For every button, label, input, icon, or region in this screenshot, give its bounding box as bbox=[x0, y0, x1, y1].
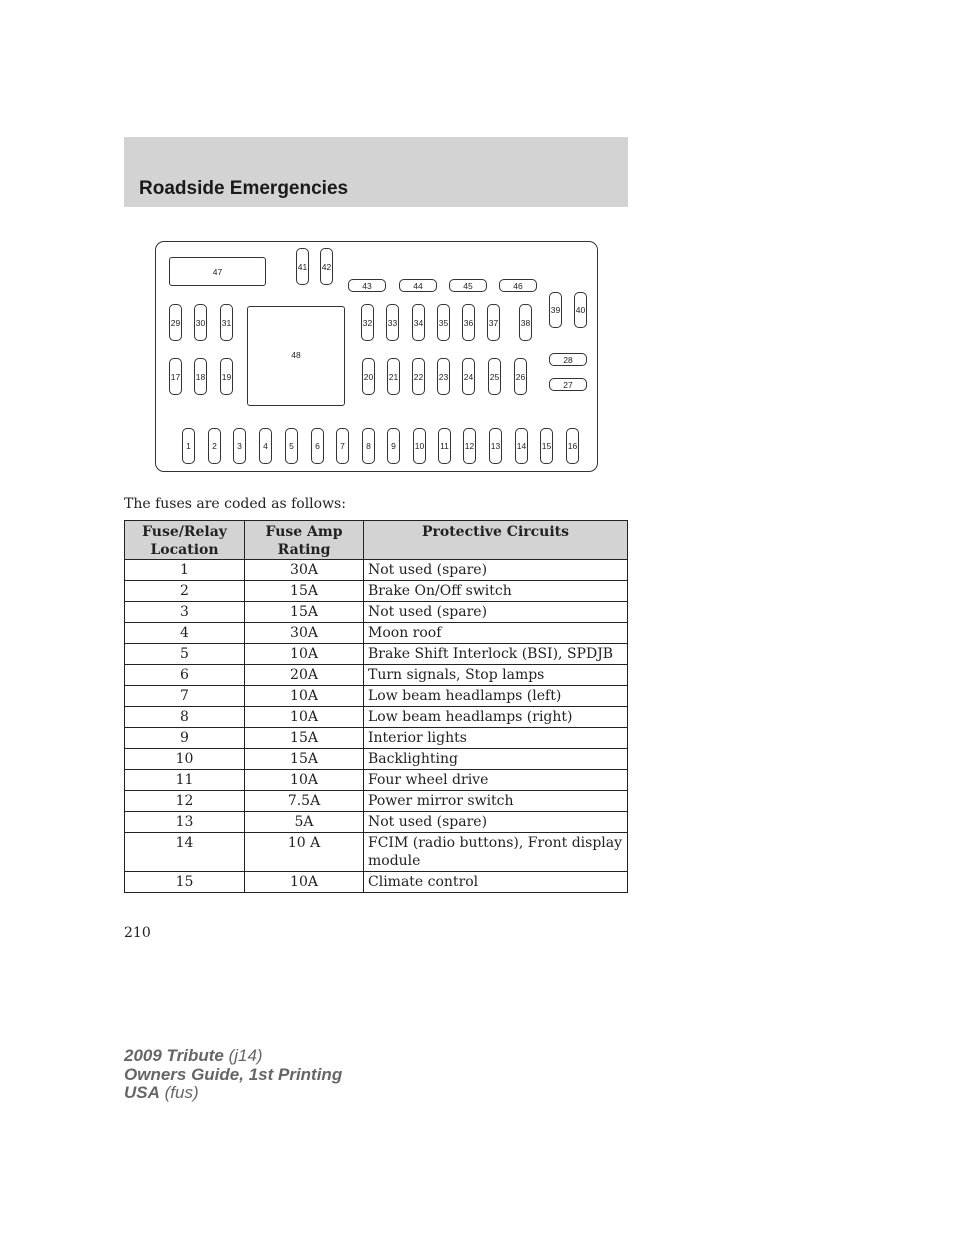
fuse-slot-43: 43 bbox=[348, 279, 386, 292]
footer-line-1 bbox=[124, 1047, 342, 1066]
fuse-slot-33: 33 bbox=[386, 304, 399, 341]
cell-amp-rating: 15A bbox=[245, 749, 364, 770]
footer-line-2 bbox=[124, 1066, 342, 1085]
table-row bbox=[125, 602, 628, 623]
cell-location: 10 bbox=[125, 749, 245, 770]
fuse-slot-8: 8 bbox=[362, 428, 375, 464]
fuse-slot-25: 25 bbox=[488, 358, 501, 395]
table-row bbox=[125, 791, 628, 812]
fuse-slot-32: 32 bbox=[361, 304, 374, 341]
fuse-slot-20: 20 bbox=[362, 358, 375, 395]
fuse-slot-11: 11 bbox=[438, 428, 451, 464]
fuse-table bbox=[124, 520, 628, 893]
table-row bbox=[125, 560, 628, 581]
table-row bbox=[125, 623, 628, 644]
fuse-slot-47: 47 bbox=[169, 257, 266, 286]
cell-protective-circuits: Four wheel drive bbox=[364, 770, 628, 791]
intro-text: The fuses are coded as follows: bbox=[124, 496, 346, 512]
cell-location: 8 bbox=[125, 707, 245, 728]
cell-protective-circuits: FCIM (radio buttons), Front display module bbox=[364, 833, 628, 872]
fuse-slot-13: 13 bbox=[489, 428, 502, 464]
cell-amp-rating: 7.5A bbox=[245, 791, 364, 812]
cell-location: 9 bbox=[125, 728, 245, 749]
fuse-slot-30: 30 bbox=[194, 304, 207, 341]
cell-amp-rating: 10 A bbox=[245, 833, 364, 872]
cell-protective-circuits: Low beam headlamps (left) bbox=[364, 686, 628, 707]
fuse-slot-18: 18 bbox=[194, 358, 207, 395]
footer-market-code: (fus) bbox=[164, 1083, 199, 1102]
fuse-slot-7: 7 bbox=[336, 428, 349, 464]
cell-protective-circuits: Brake Shift Interlock (BSI), SPDJB bbox=[364, 644, 628, 665]
cell-location: 15 bbox=[125, 872, 245, 893]
fuse-slot-26: 26 bbox=[514, 358, 527, 395]
fuse-slot-40: 40 bbox=[574, 292, 587, 328]
fuse-slot-22: 22 bbox=[412, 358, 425, 395]
fuse-slot-15: 15 bbox=[540, 428, 553, 464]
table-row bbox=[125, 665, 628, 686]
fuse-slot-36: 36 bbox=[462, 304, 475, 341]
cell-protective-circuits: Low beam headlamps (right) bbox=[364, 707, 628, 728]
cell-location: 2 bbox=[125, 581, 245, 602]
fuse-slot-5: 5 bbox=[285, 428, 298, 464]
fuse-slot-23: 23 bbox=[437, 358, 450, 395]
fuse-slot-34: 34 bbox=[412, 304, 425, 341]
cell-location: 7 bbox=[125, 686, 245, 707]
cell-location: 12 bbox=[125, 791, 245, 812]
fuse-slot-19: 19 bbox=[220, 358, 233, 395]
fuse-slot-6: 6 bbox=[311, 428, 324, 464]
cell-protective-circuits: Power mirror switch bbox=[364, 791, 628, 812]
table-row bbox=[125, 749, 628, 770]
cell-amp-rating: 10A bbox=[245, 770, 364, 791]
footer-guide: Owners Guide, 1st Printing bbox=[124, 1064, 343, 1084]
cell-protective-circuits: Not used (spare) bbox=[364, 560, 628, 581]
table-row bbox=[125, 728, 628, 749]
fuse-slot-4: 4 bbox=[259, 428, 272, 464]
cell-location: 4 bbox=[125, 623, 245, 644]
fuse-slot-31: 31 bbox=[220, 304, 233, 341]
footer-line-3 bbox=[124, 1084, 342, 1103]
fuse-slot-38: 38 bbox=[519, 304, 532, 341]
cell-amp-rating: 10A bbox=[245, 686, 364, 707]
table-row bbox=[125, 812, 628, 833]
cell-amp-rating: 10A bbox=[245, 707, 364, 728]
footer-model: 2009 Tribute bbox=[124, 1046, 224, 1065]
fuse-slot-45: 45 bbox=[449, 279, 487, 292]
table-row bbox=[125, 686, 628, 707]
page-number: 210 bbox=[124, 925, 151, 941]
cell-location: 6 bbox=[125, 665, 245, 686]
cell-amp-rating: 30A bbox=[245, 623, 364, 644]
fuse-slot-24: 24 bbox=[462, 358, 475, 395]
table-row bbox=[125, 581, 628, 602]
column-header-protective-circuits: Protective Circuits bbox=[364, 521, 628, 560]
table-row bbox=[125, 770, 628, 791]
table-row bbox=[125, 707, 628, 728]
fuse-slot-44: 44 bbox=[399, 279, 437, 292]
column-header-amp-rating: Fuse Amp Rating bbox=[245, 521, 364, 560]
fuse-slot-35: 35 bbox=[437, 304, 450, 341]
cell-amp-rating: 30A bbox=[245, 560, 364, 581]
fuse-slot-14: 14 bbox=[515, 428, 528, 464]
cell-protective-circuits: Brake On/Off switch bbox=[364, 581, 628, 602]
footer-market: USA bbox=[124, 1083, 160, 1102]
fuse-slot-37: 37 bbox=[487, 304, 500, 341]
fuse-slot-1: 1 bbox=[182, 428, 195, 464]
section-title: Roadside Emergencies bbox=[139, 178, 349, 199]
fuse-slot-2: 2 bbox=[208, 428, 221, 464]
fuse-slot-9: 9 bbox=[387, 428, 400, 464]
fuse-slot-46: 46 bbox=[499, 279, 537, 292]
column-header-location: Fuse/Relay Location bbox=[125, 521, 245, 560]
fuse-slot-41: 41 bbox=[296, 248, 309, 285]
cell-location: 11 bbox=[125, 770, 245, 791]
cell-protective-circuits: Not used (spare) bbox=[364, 602, 628, 623]
footer-model-code: (j14) bbox=[228, 1046, 263, 1065]
fuse-slot-21: 21 bbox=[387, 358, 400, 395]
cell-amp-rating: 15A bbox=[245, 728, 364, 749]
fuse-slot-10: 10 bbox=[413, 428, 426, 464]
cell-protective-circuits: Climate control bbox=[364, 872, 628, 893]
fuse-slot-12: 12 bbox=[463, 428, 476, 464]
cell-amp-rating: 10A bbox=[245, 872, 364, 893]
fuse-slot-42: 42 bbox=[320, 248, 333, 285]
fuse-slot-28: 28 bbox=[549, 353, 587, 366]
fuse-panel-diagram bbox=[155, 241, 598, 472]
fuse-slot-48: 48 bbox=[247, 306, 345, 406]
section-header-band bbox=[124, 137, 628, 207]
cell-protective-circuits: Turn signals, Stop lamps bbox=[364, 665, 628, 686]
cell-location: 14 bbox=[125, 833, 245, 872]
table-header-row bbox=[125, 521, 628, 560]
document-footer bbox=[124, 1047, 342, 1103]
cell-protective-circuits: Backlighting bbox=[364, 749, 628, 770]
cell-amp-rating: 20A bbox=[245, 665, 364, 686]
cell-amp-rating: 10A bbox=[245, 644, 364, 665]
table-row bbox=[125, 872, 628, 893]
cell-protective-circuits: Not used (spare) bbox=[364, 812, 628, 833]
fuse-slot-27: 27 bbox=[549, 378, 587, 391]
cell-location: 3 bbox=[125, 602, 245, 623]
fuse-slot-29: 29 bbox=[169, 304, 182, 341]
fuse-slot-16: 16 bbox=[566, 428, 579, 464]
cell-location: 5 bbox=[125, 644, 245, 665]
cell-location: 13 bbox=[125, 812, 245, 833]
cell-protective-circuits: Moon roof bbox=[364, 623, 628, 644]
cell-protective-circuits: Interior lights bbox=[364, 728, 628, 749]
cell-amp-rating: 5A bbox=[245, 812, 364, 833]
cell-amp-rating: 15A bbox=[245, 602, 364, 623]
cell-amp-rating: 15A bbox=[245, 581, 364, 602]
table-row bbox=[125, 833, 628, 872]
fuse-slot-39: 39 bbox=[549, 292, 562, 328]
table-row bbox=[125, 644, 628, 665]
cell-location: 1 bbox=[125, 560, 245, 581]
fuse-slot-17: 17 bbox=[169, 358, 182, 395]
fuse-slot-3: 3 bbox=[233, 428, 246, 464]
